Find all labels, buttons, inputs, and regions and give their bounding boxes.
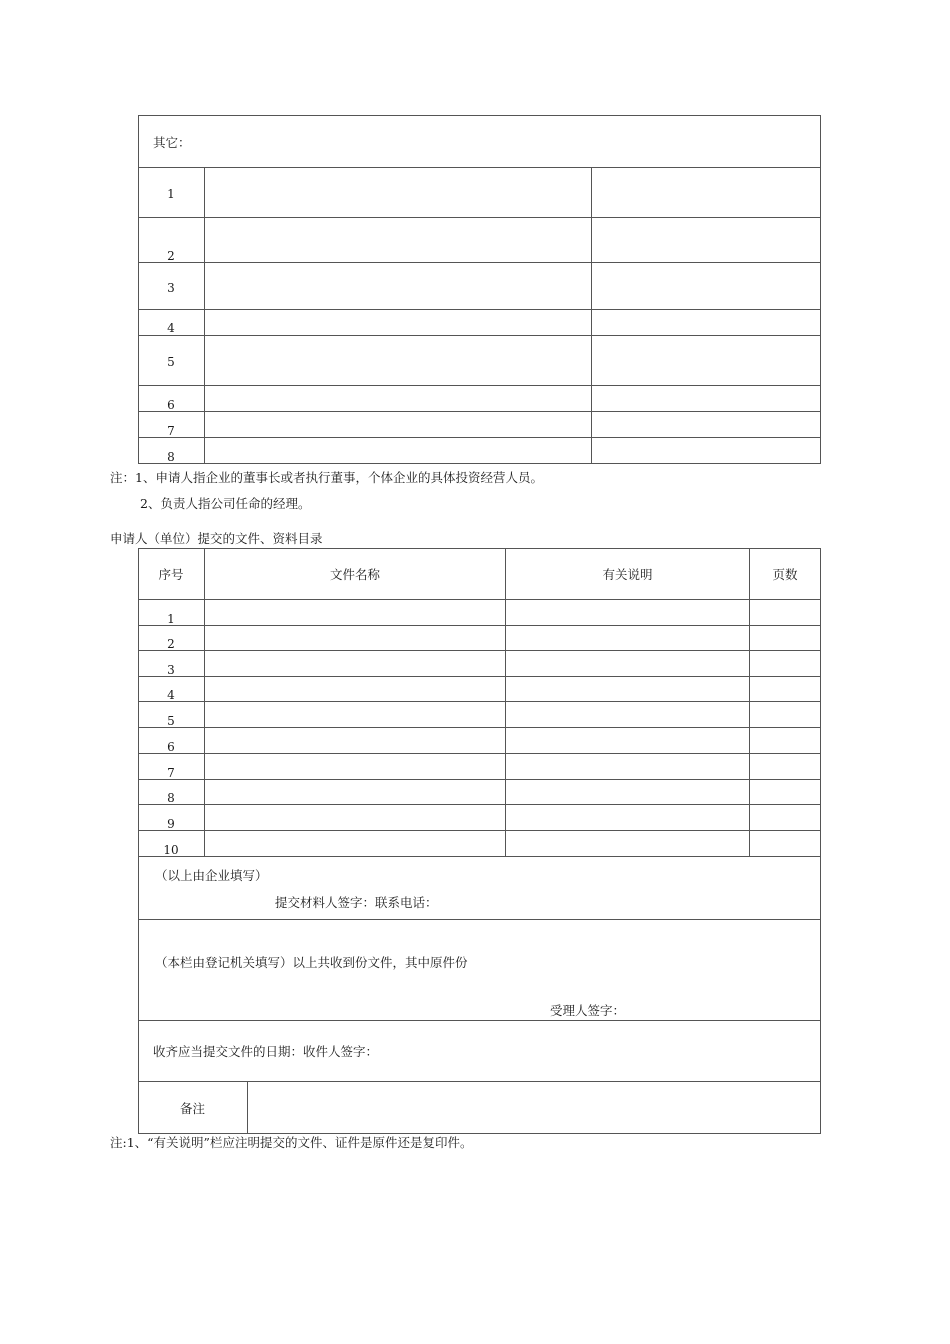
row-number: 9 xyxy=(167,817,175,831)
column-header-description: 有关说明 xyxy=(602,567,653,582)
row-number: 3 xyxy=(167,663,175,677)
row-divider xyxy=(138,701,821,702)
row-number: 10 xyxy=(163,843,179,857)
row-divider xyxy=(138,676,821,677)
row-divider xyxy=(138,727,821,728)
row-number: 1 xyxy=(167,612,175,626)
row-divider xyxy=(138,411,821,412)
row-number: 8 xyxy=(167,791,175,805)
row-number: 4 xyxy=(167,688,175,702)
note-responsible-person: 2、负责人指公司任命的经理。 xyxy=(140,496,311,511)
column-divider xyxy=(204,167,205,464)
column-divider xyxy=(749,548,750,856)
row-divider xyxy=(138,830,821,831)
enterprise-fill-note: （以上由企业填写） xyxy=(155,868,268,883)
row-divider xyxy=(138,856,821,857)
remarks-label: 备注 xyxy=(179,1101,205,1116)
column-divider xyxy=(204,548,205,856)
note-applicant: 注：1、申请人指企业的董事长或者执行董事，个体企业的具体投资经营人员。 xyxy=(110,470,543,485)
row-number: 1 xyxy=(167,187,175,201)
note-description-column: 注:1、“有关说明”栏应注明提交的文件、证件是原件还是复印件。 xyxy=(110,1135,473,1150)
row-number: 7 xyxy=(167,766,175,780)
row-number: 8 xyxy=(167,450,175,464)
row-divider xyxy=(138,1020,821,1021)
row-divider xyxy=(138,262,821,263)
column-header-pages: 页数 xyxy=(772,567,798,582)
row-divider xyxy=(138,804,821,805)
row-divider xyxy=(138,779,821,780)
row-divider xyxy=(138,1081,821,1082)
row-divider xyxy=(138,385,821,386)
row-number: 2 xyxy=(167,637,175,651)
column-divider xyxy=(247,1081,248,1134)
row-divider xyxy=(138,599,821,600)
row-divider xyxy=(138,625,821,626)
row-divider xyxy=(138,309,821,310)
column-header-index: 序号 xyxy=(158,567,184,582)
row-divider xyxy=(138,167,821,168)
column-divider xyxy=(591,167,592,464)
row-divider xyxy=(138,919,821,920)
row-divider xyxy=(138,650,821,651)
row-number: 5 xyxy=(167,714,175,728)
acceptor-signature-label: 受理人签字： xyxy=(550,1003,626,1018)
row-number: 6 xyxy=(167,398,175,412)
row-divider xyxy=(138,335,821,336)
row-divider xyxy=(138,437,821,438)
other-items-header: 其它： xyxy=(153,135,191,150)
row-number: 7 xyxy=(167,424,175,438)
documents-list-caption: 申请人（单位）提交的文件、资料目录 xyxy=(110,531,323,546)
row-divider xyxy=(138,753,821,754)
authority-fill-note: （本栏由登记机关填写）以上共收到份文件，其中原件份 xyxy=(155,955,468,970)
row-number: 2 xyxy=(167,249,175,263)
column-divider xyxy=(505,548,506,856)
receipt-date-label: 收齐应当提交文件的日期：收件人签字： xyxy=(153,1044,379,1059)
row-divider xyxy=(138,217,821,218)
row-number: 4 xyxy=(167,321,175,335)
row-number: 6 xyxy=(167,740,175,754)
column-header-file-name: 文件名称 xyxy=(329,567,380,582)
submitter-signature-label: 提交材料人签字：联系电话： xyxy=(275,895,438,910)
row-number: 3 xyxy=(167,281,175,295)
row-number: 5 xyxy=(167,355,175,369)
